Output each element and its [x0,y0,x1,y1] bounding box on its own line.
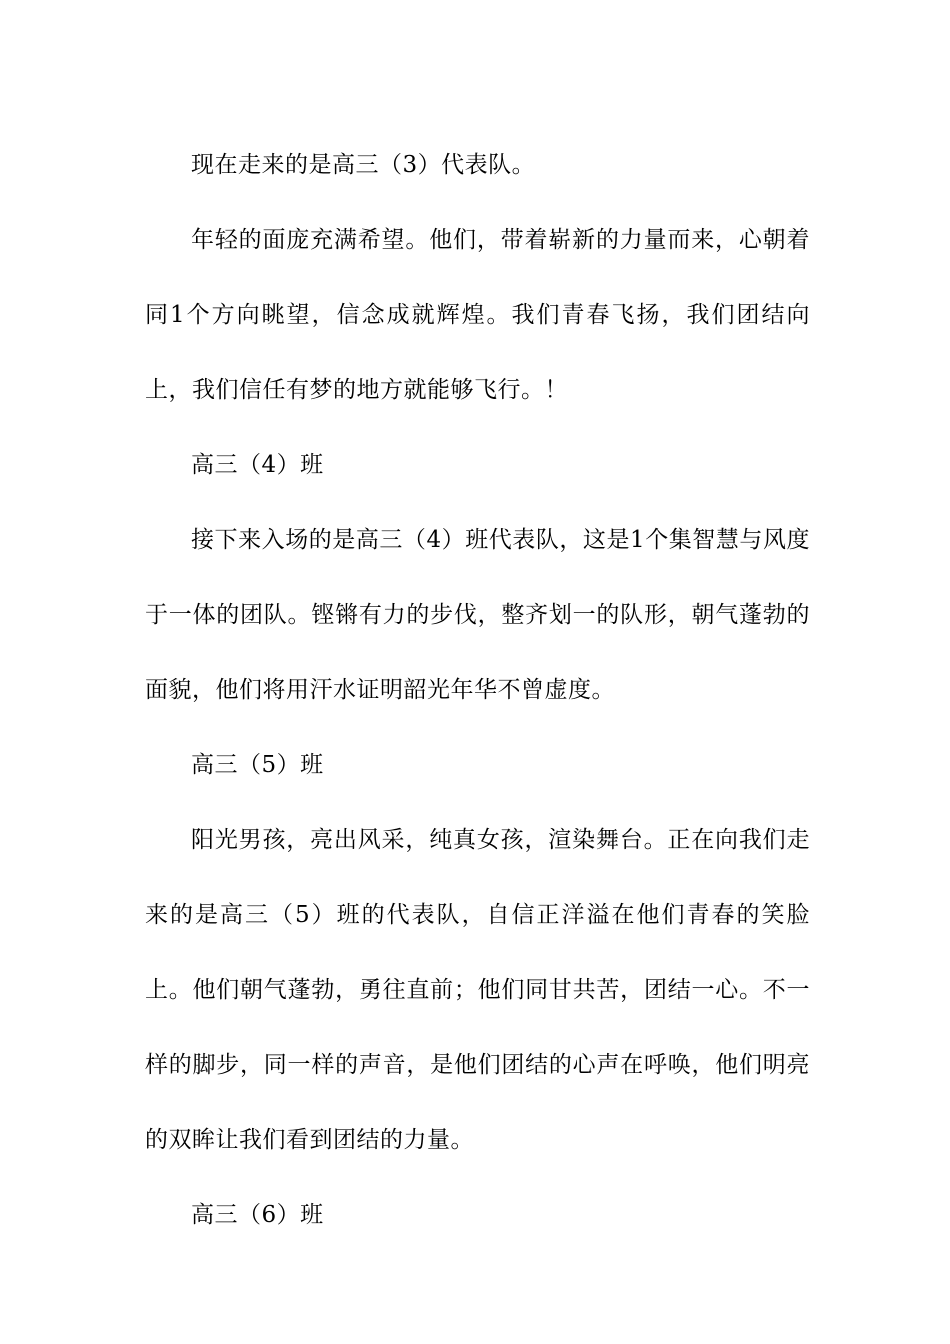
paragraph-team-3-description: 年轻的面庞充满希望。他们，带着崭新的力量而来，心朝着同1个方向眺望，信念成就辉煌。我们青春飞扬，我们团结向上，我们信任有梦的地方就能够飞行。！ [145,227,810,403]
paragraph-team-3-intro: 现在走来的是高三（3）代表队。 [191,152,536,178]
heading-class-6: 高三（6）班 [191,1202,324,1228]
heading-class-5: 高三（5）班 [191,752,324,778]
heading-class-4: 高三（4）班 [191,452,324,478]
paragraph-class-5-description: 阳光男孩，亮出风采，纯真女孩，渲染舞台。正在向我们走来的是高三（5）班的代表队，自信正洋溢在他们青春的笑脸上。他们朝气蓬勃，勇往直前；他们同甘共苦，团结一心。不一样的脚步，同一样的声音，是他们团结的心声在呼唤，他们明亮的双眸让我们看到团结的力量。 [145,827,810,1153]
paragraph-class-4-description: 接下来入场的是高三（4）班代表队，这是1个集智慧与风度于一体的团队。铿锵有力的步伐，整齐划一的队形，朝气蓬勃的面貌，他们将用汗水证明韶光年华不曾虚度。 [145,527,810,703]
document-body [145,128,810,1253]
